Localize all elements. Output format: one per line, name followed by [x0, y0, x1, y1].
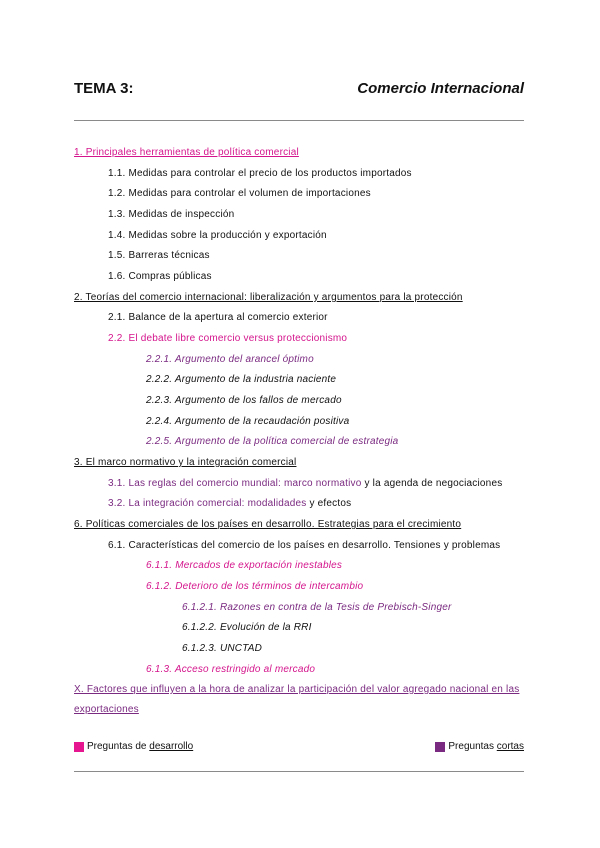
toc-item-2-1: 2.1. Balance de la apertura al comercio exterior: [108, 312, 328, 323]
toc-item-6-1: 6.1. Características del comercio de los países en desarrollo. Tensiones y problemas: [108, 540, 501, 551]
toc-item-3-1-rest: y la agenda de negociaciones: [361, 478, 503, 489]
toc-section-6[interactable]: 6. Políticas comerciales de los países en desarrollo. Estrategias para el crecimiento: [74, 519, 462, 530]
toc-item-2-2-2: 2.2.2. Argumento de la industria naciente: [146, 374, 337, 385]
subject-title: Comercio Internacional: [357, 80, 524, 97]
toc-section-3[interactable]: 3. El marco normativo y la integración comercial: [74, 457, 297, 468]
toc-item-2-2: 2.2. El debate libre comercio versus proteccionismo: [108, 333, 348, 344]
legend-cortas-prefix: Preguntas: [448, 741, 497, 752]
tema-label: TEMA 3:: [74, 80, 134, 97]
toc-item-2-2-3: 2.2.3. Argumento de los fallos de mercado: [146, 395, 342, 406]
toc-section-2[interactable]: 2. Teorías del comercio internacional: liberalización y argumentos para la protección: [74, 292, 463, 303]
legend-cortas-link[interactable]: cortas: [496, 741, 524, 752]
toc-item-3-1: [108, 478, 502, 489]
toc-item-6-1-2-2: 6.1.2.2. Evolución de la RRI: [182, 622, 312, 633]
toc-item-2-2-1: 2.2.1. Argumento del arancel óptimo: [146, 354, 314, 365]
toc-item-3-2-marked: 3.2. La integración comercial: modalidades: [108, 498, 307, 509]
top-divider: [74, 120, 524, 121]
toc-item-6-1-3: 6.1.3. Acceso restringido al mercado: [146, 664, 316, 675]
toc-item-3-2: [108, 498, 351, 509]
toc-item-1-5: 1.5. Barreras técnicas: [108, 250, 210, 261]
toc-item-1-1: 1.1. Medidas para controlar el precio de los productos importados: [108, 168, 412, 179]
legend-desarrollo-link[interactable]: desarrollo: [149, 741, 194, 752]
legend-cortas: [435, 741, 524, 752]
toc-item-3-2-rest: y efectos: [306, 498, 352, 509]
toc-item-6-1-2: 6.1.2. Deterioro de los términos de intercambio: [146, 581, 364, 592]
toc-section-1[interactable]: 1. Principales herramientas de política comercial: [74, 147, 299, 158]
toc-item-2-2-4: 2.2.4. Argumento de la recaudación positiva: [146, 416, 350, 427]
toc-item-6-1-2-1: 6.1.2.1. Razones en contra de la Tesis de Prebisch-Singer: [182, 602, 452, 613]
toc-item-6-1-1: 6.1.1. Mercados de exportación inestables: [146, 560, 343, 571]
toc-item-1-2: 1.2. Medidas para controlar el volumen de importaciones: [108, 188, 371, 199]
toc-item-3-1-marked: 3.1. Las reglas del comercio mundial: marco normativo: [108, 478, 362, 489]
toc-item-2-2-5: 2.2.5. Argumento de la política comercial de estrategia: [146, 436, 399, 447]
bottom-divider: [74, 771, 524, 772]
document-header: [74, 80, 524, 104]
toc-item-1-6: 1.6. Compras públicas: [108, 271, 212, 282]
toc-section-x[interactable]: X. Factores que influyen a la hora de analizar la participación del valor agregado nacional en las exportaciones: [74, 684, 520, 715]
legend-desarrollo: [74, 741, 193, 752]
purple-swatch-icon: [435, 742, 445, 752]
pink-swatch-icon: [74, 742, 84, 752]
toc-item-1-4: 1.4. Medidas sobre la producción y exportación: [108, 230, 327, 241]
toc-item-6-1-2-3: 6.1.2.3. UNCTAD: [182, 643, 263, 654]
toc-item-1-3: 1.3. Medidas de inspección: [108, 209, 235, 220]
legend-desarrollo-prefix: Preguntas de: [87, 741, 150, 752]
